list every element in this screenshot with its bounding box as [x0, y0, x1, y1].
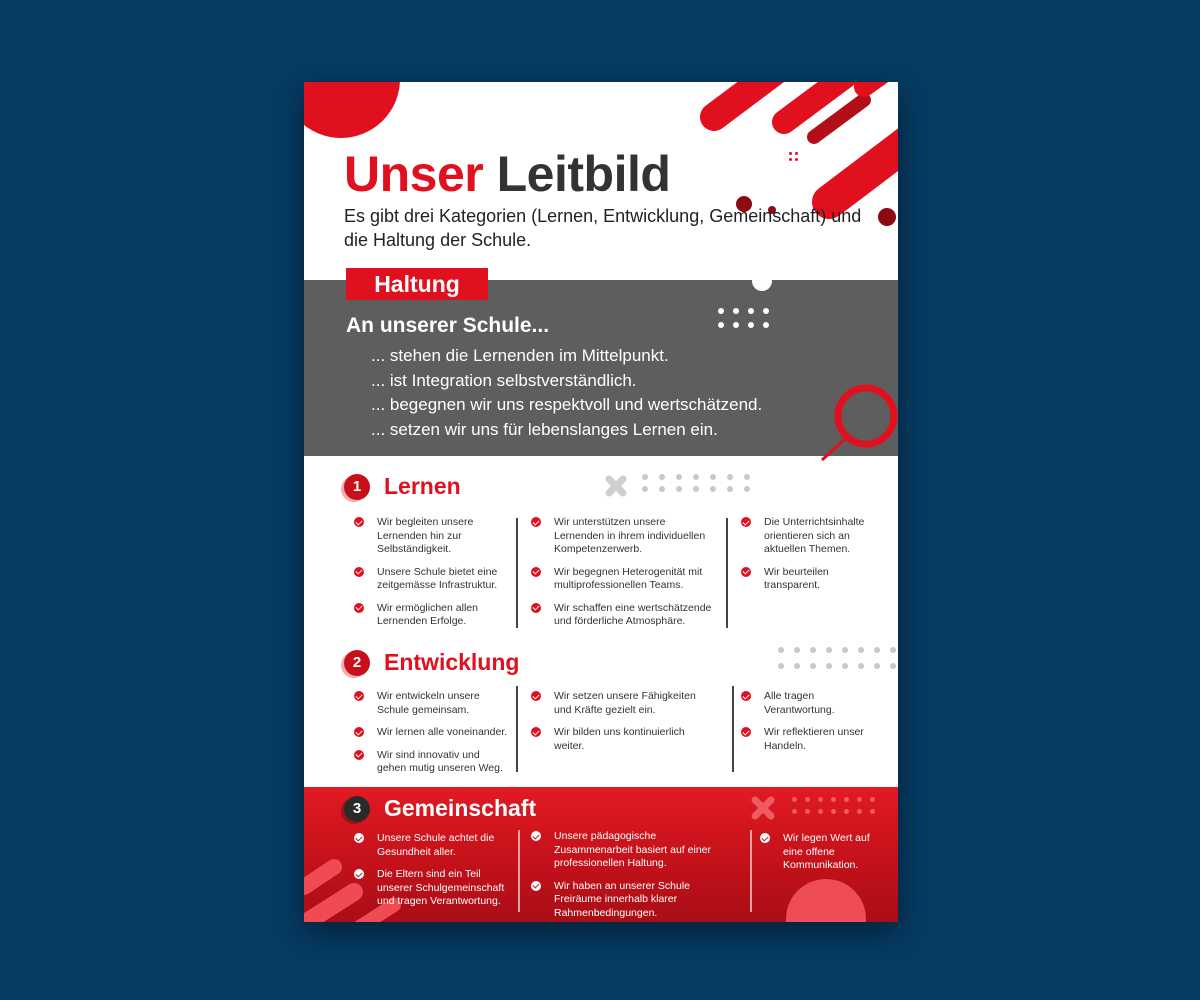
- list-item: Wir setzen unsere Fähigkeiten und Kräfte gezielt ein.: [531, 690, 716, 717]
- section-lernen-header: [344, 473, 461, 500]
- list-item: Wir bilden uns kontinuierlich weiter.: [531, 726, 716, 753]
- list-item: Wir unterstützen unsere Lernenden in ihrem individuellen Kompetenzerwerb.: [531, 516, 716, 557]
- band-notch-circle: [752, 271, 772, 291]
- lernen-column-1: [354, 516, 504, 638]
- check-icon: [741, 567, 751, 577]
- dot-grid-icon: [642, 474, 750, 492]
- gemeinschaft-column-3: [760, 832, 880, 882]
- haltung-item: ... begegnen wir uns respektvoll und wertschätzend.: [371, 395, 763, 414]
- haltung-list: [371, 344, 762, 442]
- title-word-dark: Leitbild: [496, 146, 671, 202]
- haltung-item: ... stehen die Lernenden im Mittelpunkt.: [371, 346, 669, 365]
- section-title: Entwicklung: [384, 649, 520, 675]
- check-icon: [531, 603, 541, 613]
- column-divider: [516, 686, 518, 772]
- gemeinschaft-column-2: [531, 830, 731, 922]
- check-icon: [741, 691, 751, 701]
- list-item: Wir beurteilen transparent.: [741, 566, 876, 593]
- list-item: Unsere Schule bietet eine zeitgemässe Infrastruktur.: [354, 566, 504, 593]
- dot-grid-icon: [792, 797, 875, 814]
- list-item: Wir begegnen Heterogenität mit multiprofessionellen Teams.: [531, 566, 716, 593]
- check-icon: [760, 833, 770, 843]
- haltung-item: ... setzen wir uns für lebenslanges Lernen ein.: [371, 419, 718, 439]
- list-item: Die Unterrichtsinhalte orientieren sich an aktuellen Themen.: [741, 516, 876, 557]
- check-icon: [354, 727, 364, 737]
- check-icon: [354, 869, 364, 879]
- haltung-tab: Haltung: [346, 268, 488, 300]
- section-number-badge: 3: [344, 796, 370, 822]
- column-divider: [750, 830, 752, 912]
- lernen-column-3: [741, 516, 876, 602]
- column-divider: [516, 518, 518, 628]
- title-word-red: Unser: [344, 146, 484, 202]
- entwicklung-column-2: [531, 690, 716, 762]
- check-icon: [354, 603, 364, 613]
- list-item: Wir begleiten unsere Lernenden hin zur Selbständigkeit.: [354, 516, 504, 557]
- haltung-heading: An unserer Schule...: [346, 314, 550, 337]
- entwicklung-column-3: [741, 690, 876, 762]
- check-icon: [741, 727, 751, 737]
- column-divider: [518, 830, 520, 912]
- deco-circle-bottom-right: [786, 879, 866, 922]
- check-icon: [531, 727, 541, 737]
- list-item: Alle tragen Verantwortung.: [741, 690, 876, 717]
- list-item: Wir sind innovativ und gehen mutig unseren Weg.: [354, 749, 509, 776]
- check-icon: [354, 750, 364, 760]
- lernen-column-2: [531, 516, 716, 638]
- dot-grid-icon: [778, 647, 896, 669]
- check-icon: [531, 567, 541, 577]
- entwicklung-column-1: [354, 690, 509, 785]
- list-item: Wir legen Wert auf eine offene Kommunikation.: [760, 832, 880, 873]
- section-number-badge: 1: [344, 474, 370, 500]
- check-icon: [531, 831, 541, 841]
- poster-title: [344, 148, 670, 200]
- section-gemeinschaft-header: [344, 795, 536, 822]
- list-item: Wir reflektieren unser Handeln.: [741, 726, 876, 753]
- list-item: Wir entwickeln unsere Schule gemeinsam.: [354, 690, 509, 717]
- poster-subtitle: Es gibt drei Kategorien (Lernen, Entwicklung, Gemeinschaft) und die Haltung der Schule.: [344, 206, 862, 250]
- check-icon: [531, 517, 541, 527]
- check-icon: [354, 517, 364, 527]
- check-icon: [354, 567, 364, 577]
- leitbild-poster: [304, 82, 898, 922]
- list-item: Wir ermöglichen allen Lernenden Erfolge.: [354, 602, 504, 629]
- column-divider: [726, 518, 728, 628]
- list-item: Wir lernen alle voneinander.: [354, 726, 509, 740]
- list-item: Unsere pädagogische Zusammenarbeit basiert auf einer professionellen Haltung.: [531, 830, 731, 871]
- list-item: Unsere Schule achtet die Gesundheit aller.: [354, 832, 514, 859]
- list-item: Wir haben an unserer Schule Freiräume innerhalb klarer Rahmenbedingungen.: [531, 880, 731, 921]
- check-icon: [354, 691, 364, 701]
- deco-circle-top-left: [304, 82, 400, 138]
- check-icon: [354, 833, 364, 843]
- section-title: Lernen: [384, 473, 461, 499]
- list-item: Wir schaffen eine wertschätzende und förderliche Atmosphäre.: [531, 602, 716, 629]
- haltung-item: ... ist Integration selbstverständlich.: [371, 370, 637, 390]
- dot-grid-icon: [718, 308, 770, 328]
- section-entwicklung-header: [344, 649, 519, 676]
- list-item: Die Eltern sind ein Teil unserer Schulgemeinschaft und tragen Verantwortung.: [354, 868, 514, 909]
- gemeinschaft-column-1: [354, 832, 514, 918]
- deco-dot-red-right: [878, 208, 896, 226]
- dot-grid-icon: [789, 152, 798, 161]
- section-number-badge: 2: [344, 650, 370, 676]
- column-divider: [732, 686, 734, 772]
- magnifier-ring-icon: [818, 378, 898, 464]
- x-mark-icon: [750, 795, 776, 821]
- check-icon: [531, 881, 541, 891]
- x-mark-icon: [604, 474, 628, 498]
- check-icon: [741, 517, 751, 527]
- section-title: Gemeinschaft: [384, 795, 537, 821]
- check-icon: [531, 691, 541, 701]
